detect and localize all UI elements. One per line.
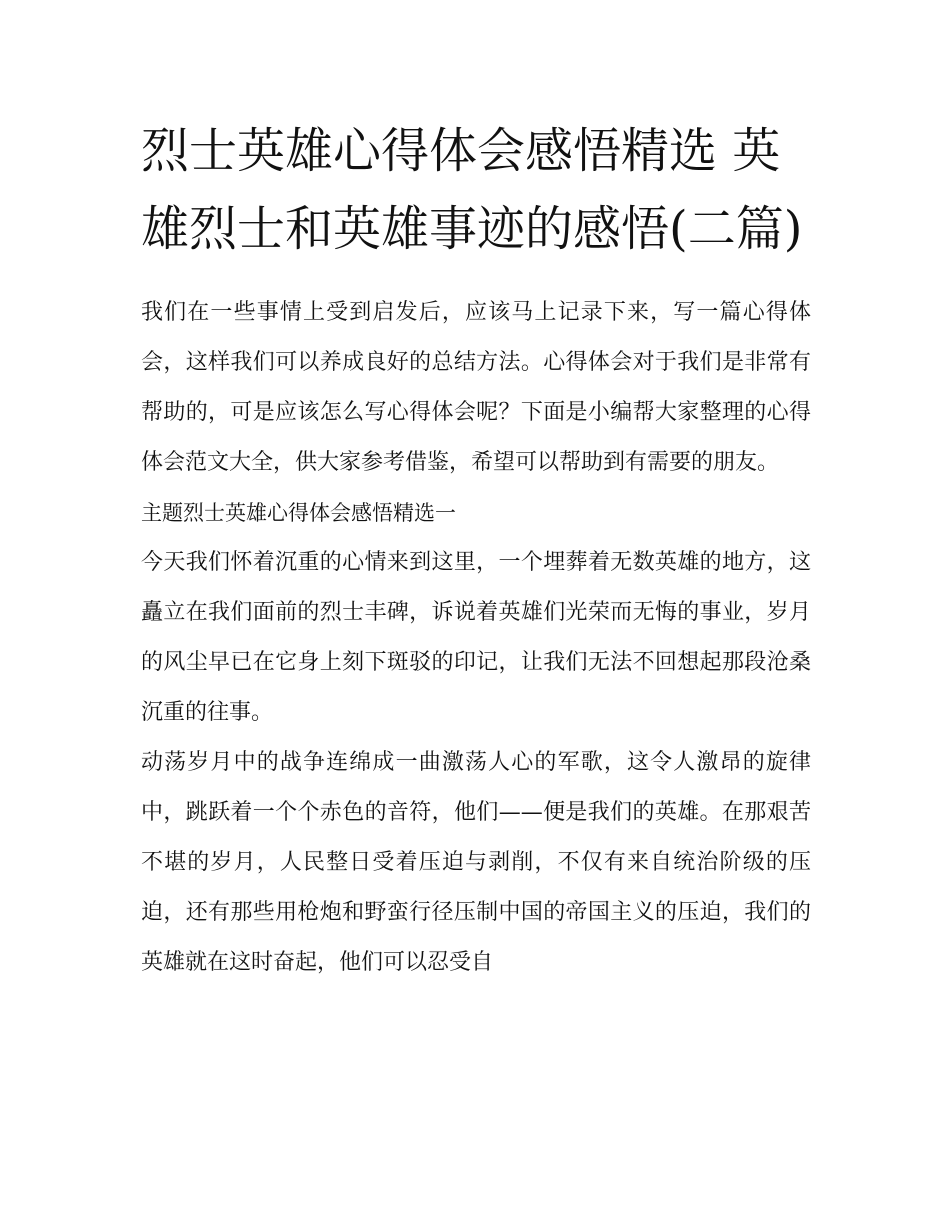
- body-paragraph: 动荡岁月中的战争连绵成一曲激荡人心的军歌，这令人激昂的旋律中，跳跃着一个个赤色的音符，他们——便是我们的英雄。在那艰苦不堪的岁月，人民整日受着压迫与剥削，不仅有来自统治阶级的压迫，还有那些用枪炮和野蛮行径压制中国的帝国主义的压迫，我们的英雄就在这时奋起，他们可以忍受自: [141, 750, 811, 975]
- section-heading: 主题烈士英雄心得体会感悟精选一: [141, 501, 456, 525]
- paragraph-list: [141, 288, 811, 988]
- document-body: [141, 112, 811, 988]
- body-paragraph: 今天我们怀着沉重的心情来到这里，一个埋葬着无数英雄的地方，这矗立在我们面前的烈士丰碑，诉说着英雄们光荣而无悔的事业，岁月的风尘早已在它身上刻下斑驳的印记，让我们无法不回想起那段沧桑沉重的往事。: [141, 550, 811, 725]
- document-title: 烈士英雄心得体会感悟精选 英雄烈士和英雄事迹的感悟(二篇): [141, 123, 803, 257]
- intro-paragraph: 我们在一些事情上受到启发后，应该马上记录下来，写一篇心得体会，这样我们可以养成良好的总结方法。心得体会对于我们是非常有帮助的，可是应该怎么写心得体会呢？下面是小编帮大家整理的心得体会范文大全，供大家参考借鉴，希望可以帮助到有需要的朋友。: [141, 300, 811, 475]
